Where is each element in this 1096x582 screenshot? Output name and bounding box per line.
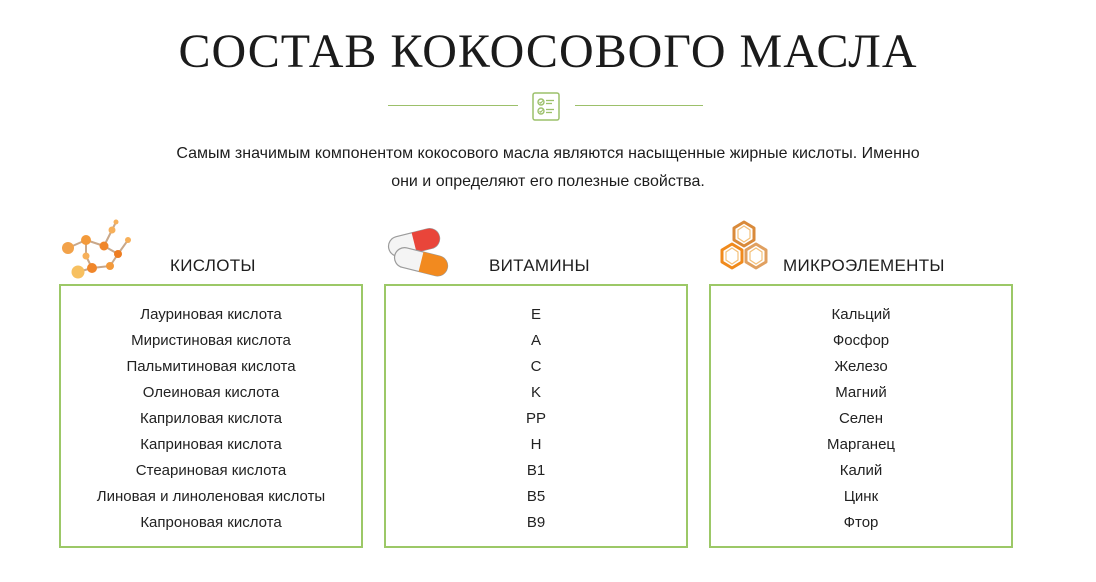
list-item: C: [530, 358, 542, 375]
list-item: Каприновая кислота: [140, 436, 282, 453]
microelements-list: [711, 286, 1011, 536]
list-item: Железо: [834, 358, 888, 375]
list-item: Магний: [835, 384, 887, 401]
vitamins-list: [386, 286, 686, 536]
list-item: Фтор: [843, 514, 879, 531]
divider-line-right: [575, 105, 703, 106]
list-item: B9: [526, 514, 546, 531]
acids-box: [59, 284, 363, 548]
heading-acids: КИСЛОТЫ: [170, 256, 256, 275]
list-item: Пальмитиновая кислота: [126, 358, 296, 375]
list-item: Миристиновая кислота: [131, 332, 291, 349]
list-item: PP: [525, 410, 546, 427]
list-item: Калий: [839, 462, 883, 479]
list-item: Кальций: [831, 306, 891, 323]
list-item: Олеиновая кислота: [142, 384, 280, 401]
list-item: Фосфор: [832, 332, 890, 349]
heading-microelements: МИКРОЭЛЕМЕНТЫ: [783, 256, 945, 275]
list-item: Каприловая кислота: [139, 410, 283, 427]
intro-text: [120, 140, 976, 196]
page-title: СОСТАВ КОКОСОВОГО МАСЛА: [178, 25, 918, 78]
list-item: Стеариновая кислота: [135, 462, 287, 479]
list-item: A: [530, 332, 541, 349]
list-item: B5: [526, 488, 546, 505]
divider-line-left: [388, 105, 518, 106]
list-item: E: [530, 306, 541, 323]
list-item: Лауриновая кислота: [140, 306, 282, 323]
microelements-box: [709, 284, 1013, 548]
checklist-icon: [532, 92, 560, 121]
list-item: Линовая и линоленовая кислоты: [96, 488, 326, 505]
molecule-icon: [56, 216, 134, 280]
list-item: Селен: [838, 410, 884, 427]
list-item: Цинк: [843, 488, 879, 505]
list-item: H: [530, 436, 542, 453]
vitamins-box: [384, 284, 688, 548]
list-item: Марганец: [826, 436, 896, 453]
list-item: K: [530, 384, 541, 401]
list-item: B1: [526, 462, 546, 479]
capsule-icon: [384, 220, 456, 280]
acids-list: [61, 286, 361, 536]
intro-line-1: Самым значимым компонентом кокосового масла являются насыщенные жирные кислоты. Именно: [176, 145, 920, 162]
intro-line-2: они и определяют его полезные свойства.: [391, 173, 705, 190]
honeycomb-icon: [712, 218, 776, 278]
list-item: Капроновая кислота: [140, 514, 282, 531]
heading-vitamins: ВИТАМИНЫ: [489, 256, 590, 275]
